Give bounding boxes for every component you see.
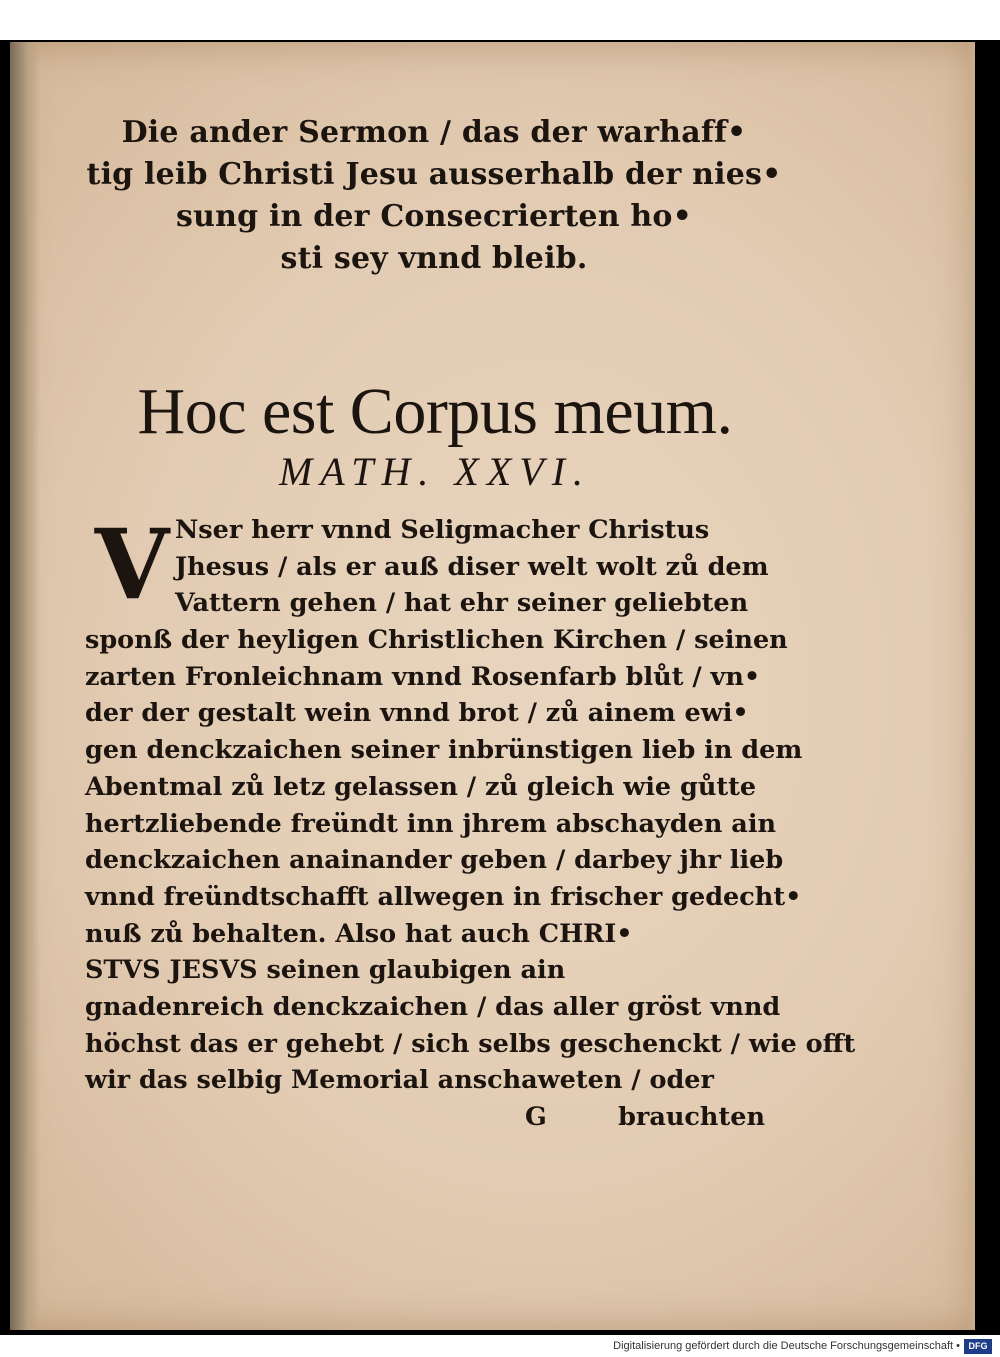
catchword-line [85, 1099, 785, 1136]
body-text [85, 508, 856, 1136]
body-line: zarten Fronleichnam vnnd Rosenfarb blůt / vn• [85, 661, 761, 692]
page-edge [967, 42, 975, 1330]
body-line: der der gestalt wein vnnd brot / zů ainem ewi• [85, 698, 749, 729]
page-text [85, 112, 856, 1136]
body-line: Jhesus / als er auß diser welt wolt zů dem [175, 551, 769, 582]
page-gutter [10, 42, 40, 1330]
body-line: sponß der heyligen Christlichen Kirchen / seinen [85, 625, 788, 656]
dfg-logo: DFG [964, 1339, 992, 1354]
body-line: STVS JESVS seinen glaubigen ain [85, 955, 566, 986]
body-line: Abentmal zů letz gelassen / zů gleich wie gůtte [85, 771, 757, 802]
body-line: hertzliebende freündt inn jhrem abschayden ain [85, 808, 777, 839]
latin-title: Hoc est Corpus meum. [137, 375, 733, 448]
body-line: Vattern gehen / hat ehr seiner geliebten [175, 588, 749, 619]
body-line: denckzaichen anainander geben / darbey jhr lieb [85, 845, 784, 876]
body-line: gen denckzaichen seiner inbrünstigen lieb in dem [85, 735, 803, 766]
body-line: Nser herr vnnd Seligmacher Christus [175, 515, 710, 545]
drop-cap: V [94, 508, 170, 621]
body-line: vnnd freündtschafft allwegen in frischer gedecht• [85, 881, 802, 912]
heading-line: sti sey vnnd bleib. [280, 241, 588, 276]
heading-line: tig leib Christi Jesu ausserhalb der nies• [86, 157, 782, 192]
scripture-reference: MATH. XXVI. [278, 449, 592, 494]
digitization-footer [0, 1337, 1000, 1357]
catchword: brauchten [618, 1102, 765, 1132]
sermon-heading [83, 112, 785, 280]
body-line: nuß zů behalten. Also hat auch CHRI• [85, 918, 633, 949]
body-line: höchst das er gehebt / sich selbs geschenckt / wie offt [85, 1028, 856, 1059]
body-line: gnadenreich denckzaichen / das aller gröst vnnd [85, 991, 781, 1022]
body-line: wir das selbig Memorial anschaweten / oder [85, 1065, 714, 1096]
funding-credit: Digitalisierung gefördert durch die Deutsche Forschungsgemeinschaft • [613, 1340, 960, 1352]
heading-line: Die ander Sermon / das der warhaff• [121, 115, 747, 150]
heading-line: sung in der Consecrierten ho• [176, 199, 692, 234]
book-page [10, 42, 975, 1330]
signature-mark: G [525, 1102, 547, 1132]
